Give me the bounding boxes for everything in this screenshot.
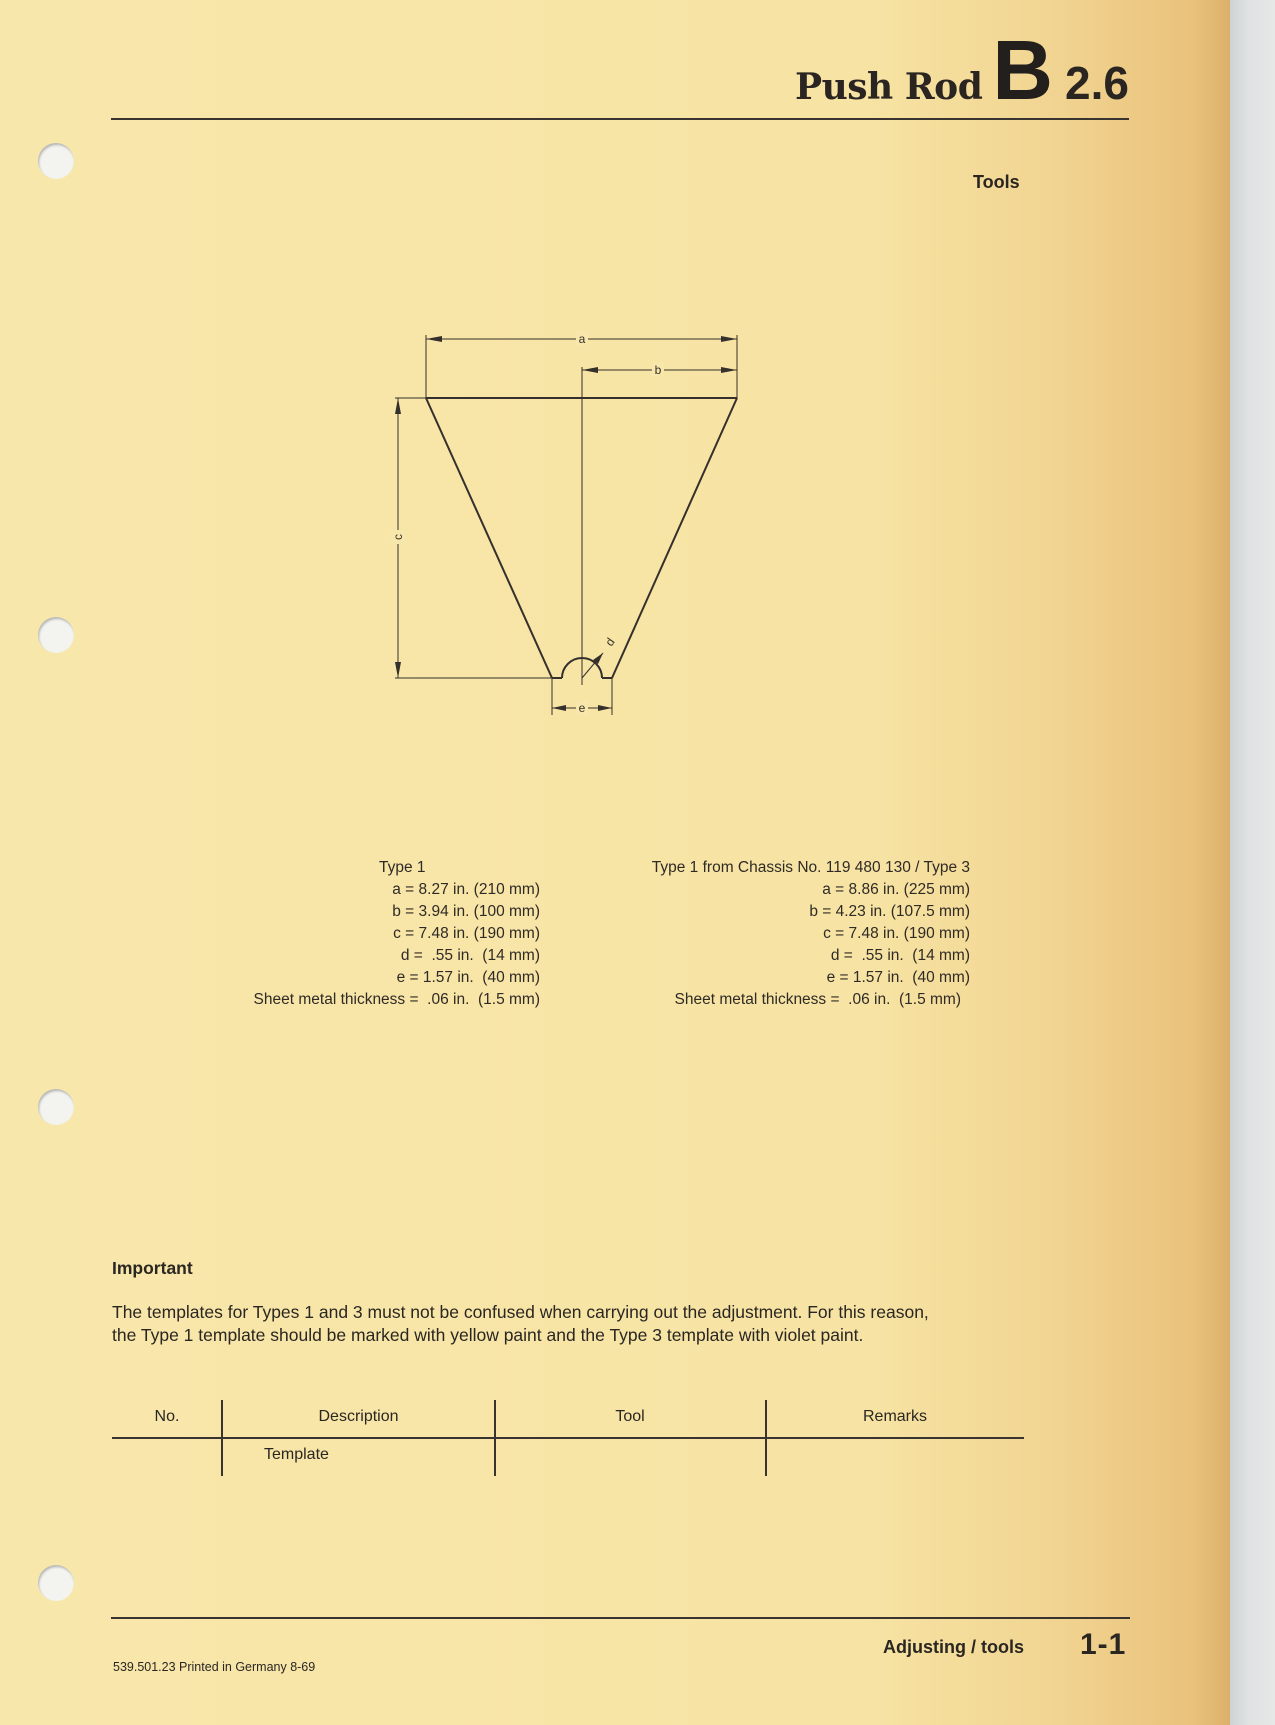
table-cell-description: Template bbox=[264, 1446, 329, 1463]
table-header-no: No. bbox=[154, 1408, 180, 1425]
spec-row: b = 4.23 in. (107.5 mm) bbox=[809, 903, 970, 920]
template-left-edge bbox=[426, 398, 552, 678]
footer-page-number: 1-1 bbox=[1080, 1628, 1127, 1661]
dim-label-a: a bbox=[578, 332, 586, 346]
spec-row: a = 8.86 in. (225 mm) bbox=[822, 881, 970, 898]
table-header-rule bbox=[112, 1437, 1024, 1439]
spec-row: e = 1.57 in. (40 mm) bbox=[826, 969, 970, 986]
dim-c-arrow-top bbox=[395, 398, 401, 414]
dim-label-d: d bbox=[602, 635, 618, 649]
footer-rule bbox=[111, 1617, 1130, 1619]
dim-b-arrow-left bbox=[582, 367, 598, 373]
punch-hole bbox=[38, 1089, 74, 1125]
title-word: Push Rod bbox=[795, 66, 983, 108]
page-edge bbox=[1230, 0, 1275, 1725]
table-header-remarks: Remarks bbox=[862, 1408, 927, 1425]
important-line: The templates for Types 1 and 3 must not be confused when carrying out the adjustment. For this reason, bbox=[112, 1302, 929, 1322]
specs-type1 bbox=[200, 857, 540, 1011]
section-label: Tools bbox=[973, 172, 1020, 192]
dim-a-arrow-right bbox=[721, 336, 737, 342]
specs-type3 bbox=[600, 857, 970, 1011]
spec-row: Sheet metal thickness = .06 in. (1.5 mm) bbox=[674, 991, 961, 1008]
table-divider bbox=[221, 1400, 223, 1476]
title-section-letter: B bbox=[992, 23, 1054, 117]
dim-a-arrow-left bbox=[426, 336, 442, 342]
table-header-tool: Tool bbox=[615, 1408, 645, 1425]
page-header-title bbox=[795, 23, 1129, 117]
punch-hole bbox=[38, 1565, 74, 1601]
important-heading: Important bbox=[112, 1258, 193, 1278]
dim-label-b: b bbox=[654, 363, 662, 377]
punch-hole bbox=[38, 143, 74, 179]
dim-c-arrow-bottom bbox=[395, 662, 401, 678]
dim-label-c: c bbox=[391, 534, 405, 540]
table-divider bbox=[494, 1400, 496, 1476]
table-divider bbox=[765, 1400, 767, 1476]
template-diagram bbox=[380, 320, 760, 730]
dim-e-arrow-left bbox=[552, 705, 566, 711]
footer-print-info: 539.501.23 Printed in Germany 8-69 bbox=[113, 1660, 316, 1674]
dim-e-arrow-right bbox=[598, 705, 612, 711]
title-section-number: 2.6 bbox=[1065, 57, 1129, 109]
specs-type3-heading: Type 1 from Chassis No. 119 480 130 / Type 3 bbox=[651, 859, 970, 876]
dim-b-arrow-right bbox=[721, 367, 737, 373]
spec-row: b = 3.94 in. (100 mm) bbox=[392, 903, 540, 920]
spec-row: c = 7.48 in. (190 mm) bbox=[823, 925, 970, 942]
important-body bbox=[112, 1301, 1032, 1347]
important-line: the Type 1 template should be marked with yellow paint and the Type 3 template with violet paint. bbox=[112, 1325, 864, 1345]
spec-row: d = .55 in. (14 mm) bbox=[830, 947, 970, 964]
table-header-description: Description bbox=[318, 1408, 399, 1425]
spec-row: c = 7.48 in. (190 mm) bbox=[393, 925, 540, 942]
footer-section-title: Adjusting / tools bbox=[883, 1637, 1024, 1657]
template-right-edge bbox=[612, 398, 737, 678]
spec-row: d = .55 in. (14 mm) bbox=[400, 947, 540, 964]
spec-row: Sheet metal thickness = .06 in. (1.5 mm) bbox=[253, 991, 540, 1008]
spec-row: a = 8.27 in. (210 mm) bbox=[392, 881, 540, 898]
dim-label-e: e bbox=[578, 701, 586, 715]
spec-row: e = 1.57 in. (40 mm) bbox=[396, 969, 540, 986]
punch-hole bbox=[38, 617, 74, 653]
header-rule bbox=[111, 118, 1129, 120]
specs-type1-heading: Type 1 bbox=[379, 859, 426, 876]
